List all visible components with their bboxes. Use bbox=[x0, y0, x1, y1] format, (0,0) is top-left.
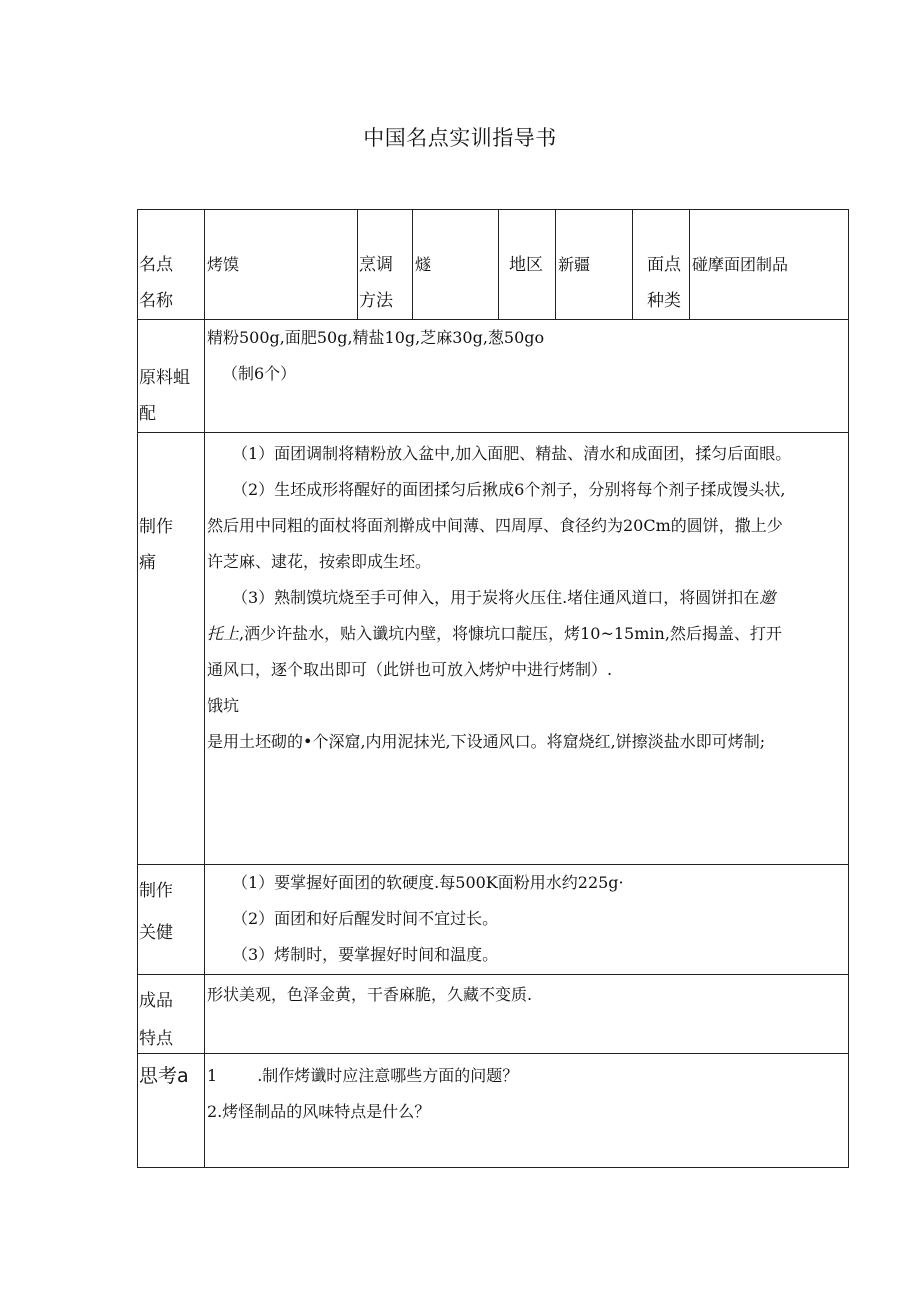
region-label: 地区 bbox=[509, 255, 543, 275]
questions-value-cell bbox=[205, 1054, 849, 1168]
region-value: 新疆 bbox=[558, 255, 591, 274]
process-label-cell bbox=[138, 433, 205, 865]
key-point-1: （1）要掌握好面团的软硬度.每500K面粉用水约225g· bbox=[232, 873, 624, 892]
type-label-cell bbox=[633, 210, 690, 320]
process-row bbox=[138, 433, 849, 865]
features-label-cell bbox=[138, 975, 205, 1054]
process-label-2: 痛 bbox=[139, 553, 156, 573]
question-1-text: .制作烤谶时应注意哪些方面的问题？ bbox=[257, 1066, 519, 1085]
document-title: 中国名点实训指导书 bbox=[363, 126, 557, 150]
process-step-3b-text: ,洒少许盐水，贴入谶坑内壁，将慷坑口靛压，烤10~15min,然后揭盖、打开 bbox=[239, 624, 782, 643]
method-label-cell bbox=[358, 210, 413, 320]
features-row bbox=[138, 975, 849, 1054]
name-value: 烤馍 bbox=[207, 255, 240, 274]
features-label-1: 成品 bbox=[139, 991, 173, 1011]
key-point-3: （3）烤制时，要掌握好时间和温度。 bbox=[232, 945, 499, 964]
ingredients-row bbox=[138, 320, 849, 433]
key-points-label-2: 关健 bbox=[139, 923, 173, 943]
method-value: 燧 bbox=[415, 255, 432, 274]
process-step-2b: 然后用中同粗的面杖将面剂擀成中间薄、四周厚、食径约为20Cm的圆饼，撒上少 bbox=[207, 516, 783, 535]
questions-label-cell bbox=[138, 1054, 205, 1168]
ingredients-line-1: 精粉500g,面肥50g,精盐10g,芝麻30g,葱50go bbox=[207, 328, 545, 347]
ingredients-label-cell bbox=[138, 320, 205, 433]
ingredients-line-2: （制6个） bbox=[222, 364, 297, 383]
process-step-3c: 通风口，逐个取出即可（此饼也可放入烤炉中进行烤制）. bbox=[207, 660, 613, 679]
key-points-value-cell bbox=[205, 865, 849, 975]
question-1 bbox=[207, 1058, 848, 1094]
process-note-title: 饿坑 bbox=[207, 696, 240, 715]
process-step-3a-text: （3）熟制馍坑烧至手可伸入，用于炭将火压住.堵住通风道口，将圆饼扣在 bbox=[232, 588, 760, 607]
type-label-1: 面点 bbox=[647, 255, 681, 275]
process-step-2c: 许芝麻、逮花，按索即成生坯。 bbox=[207, 552, 432, 571]
key-point-2: （2）面团和好后醒发时间不宜过长。 bbox=[232, 909, 499, 928]
process-note-text: 是用土坯砌的•个深窟,内用泥抹光,下设通风口。将窟烧红,饼擦淡盐水即可烤制; bbox=[207, 732, 766, 751]
process-label-1: 制作 bbox=[139, 517, 173, 537]
process-step-3a-italic: 邀 bbox=[759, 588, 776, 607]
method-label-2: 方法 bbox=[359, 291, 393, 311]
process-step-3a bbox=[207, 580, 848, 616]
process-step-2a: （2）生坯成形将醒好的面团揉匀后揪成6个剂子，分别将每个剂子揉成馒头状, bbox=[232, 480, 786, 499]
process-step-3b-italic: 托上 bbox=[207, 624, 240, 643]
name-value-cell bbox=[205, 210, 358, 320]
ingredients-value-cell bbox=[205, 320, 849, 433]
process-step-3b bbox=[207, 616, 848, 652]
region-label-cell bbox=[499, 210, 556, 320]
region-value-cell bbox=[556, 210, 633, 320]
name-label-cell bbox=[138, 210, 205, 320]
training-table bbox=[137, 209, 849, 1168]
ingredients-label-1: 原料蛆 bbox=[139, 368, 190, 388]
question-1-number: 1 bbox=[207, 1066, 218, 1085]
key-points-row bbox=[138, 865, 849, 975]
name-label-1: 名点 bbox=[139, 255, 173, 275]
name-label-2: 名称 bbox=[139, 291, 173, 311]
question-2: 2.烤怪制品的风味特点是什么？ bbox=[207, 1102, 431, 1121]
type-label-2: 种类 bbox=[647, 291, 681, 311]
method-value-cell bbox=[413, 210, 499, 320]
method-label-1: 烹调 bbox=[359, 255, 393, 275]
process-step-1: （1）面团调制将精粉放入盆中,加入面肥、精盐、清水和成面团，揉匀后面眼。 bbox=[232, 444, 792, 463]
features-value-cell bbox=[205, 975, 849, 1054]
questions-label: 思考a bbox=[139, 1065, 189, 1087]
features-label-2: 特点 bbox=[139, 1029, 173, 1049]
key-points-label-cell bbox=[138, 865, 205, 975]
features-text: 形状美观，色泽金黄，干香麻脆，久藏不变质. bbox=[207, 985, 533, 1004]
type-value-cell bbox=[690, 210, 849, 320]
key-points-label-1: 制作 bbox=[139, 881, 173, 901]
ingredients-label-2: 配 bbox=[139, 404, 156, 424]
type-value: 碰摩面团制品 bbox=[692, 255, 789, 274]
process-value-cell bbox=[205, 433, 849, 865]
questions-row bbox=[138, 1054, 849, 1168]
header-row bbox=[138, 210, 849, 320]
